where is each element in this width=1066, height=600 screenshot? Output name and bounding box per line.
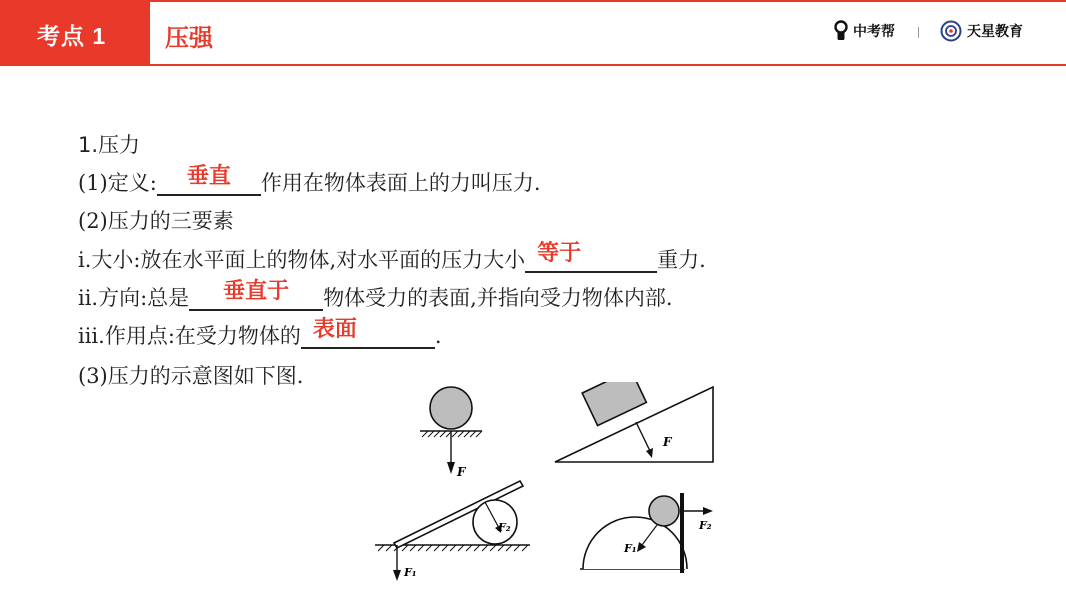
figure-ball-under-board [370,475,540,585]
definition-line [78,164,541,196]
action-point-answer: 表面 [312,317,357,342]
ball [430,387,472,429]
brand-zhongkaobang-label: 中考帮 [853,24,895,40]
force-label-f1: F₁ [404,566,417,579]
action-point-suffix: . [434,324,442,348]
size-answer: 等于 [537,241,582,266]
section-tag-label: 考点 1 [37,23,107,49]
header-rule-bottom [150,64,1066,66]
ball [649,496,679,526]
elements-title: (2)压力的三要素 [78,209,234,233]
brand-tianxing [940,20,1023,42]
action-point-blank [301,317,435,349]
block [582,382,646,426]
size-line [78,241,706,273]
size-prefix: ⅰ.大小:放在水平面上的物体,对水平面的压力大小 [78,248,526,272]
direction-prefix: ⅱ.方向:总是 [78,286,190,310]
tianxing-logo-icon [940,20,962,42]
definition-blank [157,164,261,196]
definition-prefix: (1)定义: [78,171,157,195]
force-arrow-head [447,462,455,474]
figure-ball-on-ground [410,380,510,490]
topic-title: 压强 [165,24,213,52]
force-arrow-head-f1 [393,570,401,581]
bulb-icon [834,20,848,42]
force-label-f: F [663,435,672,449]
action-point-prefix: ⅲ.作用点:在受力物体的 [78,324,301,348]
force-arrow-head-f2 [703,507,713,515]
action-point-line [78,317,442,349]
size-blank [525,241,657,273]
force-label-f2: F₂ [498,521,511,534]
ground-hatching [422,431,482,437]
force-label-f1: F₁ [624,542,637,555]
force-label-f: F [457,465,466,479]
force-arrow-shaft [636,422,650,451]
slide-header [0,0,1066,66]
size-suffix: 重力. [657,248,706,272]
direction-line [78,279,673,311]
direction-suffix: 物体受力的表面,并指向受力物体内部. [323,286,673,310]
section-heading: 1.压力 [78,133,141,157]
direction-blank [189,279,323,311]
brand-zhongkaobang [834,20,895,42]
force-label-f2: F₂ [699,519,712,532]
vertical-wall [680,493,684,573]
definition-answer: 垂直 [186,164,231,189]
direction-answer: 垂直于 [223,279,290,304]
brand-separator [918,27,919,38]
force-arrow-head [646,448,653,458]
brand-tianxing-label: 天星教育 [967,24,1023,40]
diagram-title: (3)压力的示意图如下图. [78,364,304,388]
figure-block-on-incline [550,382,725,467]
section-tag [0,0,150,66]
header-rule-top [150,0,1066,2]
figure-ball-on-dome [575,485,720,575]
definition-suffix: 作用在物体表面上的力叫压力. [260,171,541,195]
